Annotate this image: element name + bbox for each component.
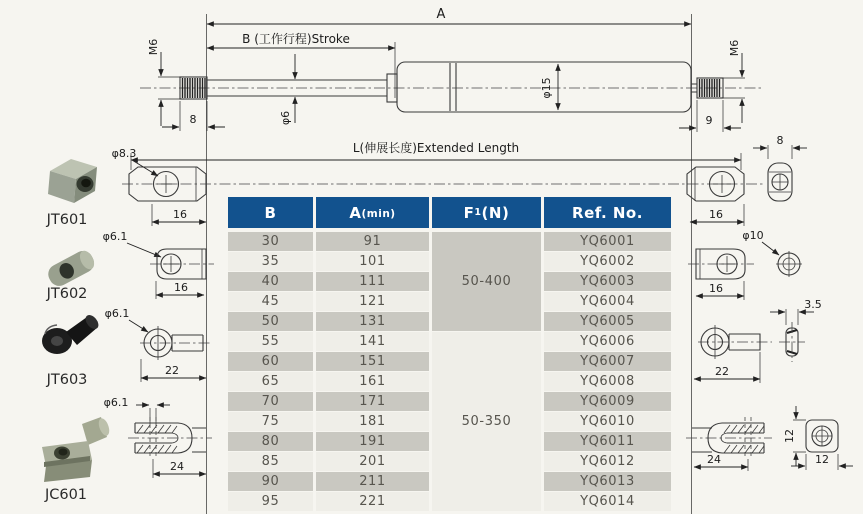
jc601-dia-label: φ6.1 [103,396,129,409]
table-cell: YQ6012 [544,452,671,471]
table-cell: 95 [228,492,313,511]
jc601-left-view [128,417,212,478]
f1-group-cell: 50-350 [432,332,541,511]
table-cell: 65 [228,372,313,391]
jt603-callout [105,307,148,332]
table-cell: 70 [228,392,313,411]
dim-a [207,7,691,24]
table-cell: 191 [316,432,429,451]
column-header-ref-no: Ref. No. [544,197,671,228]
jc601-left-len-label: 24 [170,460,184,473]
jc601-end-h-label: 12 [783,429,796,443]
table-cell: 181 [316,412,429,431]
table-cell: 90 [228,472,313,491]
table-cell: 75 [228,412,313,431]
m6-left-label: M6 [147,38,160,56]
jt603-dia-label: φ6.1 [104,307,130,320]
table-cell: 151 [316,352,429,371]
f1-group-cell: 50-400 [432,232,541,331]
column-header-b: B [228,197,313,228]
eyelet-right-len-label: 16 [709,208,723,221]
dim-thread-left-8 [162,101,225,131]
dim-l-label: L(伸展长度)Extended Length [352,141,520,155]
eyelet-left [129,167,206,201]
table-cell: 91 [316,232,429,251]
table-cell: 101 [316,252,429,271]
jt602-left-len-label: 16 [174,281,188,294]
jc601-end-view [783,406,853,470]
jt601-callout [112,147,158,176]
table-cell: YQ6008 [544,372,671,391]
table-cell: 50 [228,312,313,331]
jt603-right-view [694,325,772,383]
jt602-end-view [742,229,802,277]
table-cell: 141 [316,332,429,351]
table-cell: 30 [228,232,313,251]
table-cell: YQ6004 [544,292,671,311]
table-cell: 40 [228,272,313,291]
column-header-a-min: A (min) [316,197,429,228]
m6-right-label: M6 [728,39,741,57]
rod-dia-label: φ6 [279,110,292,126]
table-cell: YQ6010 [544,412,671,431]
jt603-end-view [770,298,822,362]
table-cell: YQ6007 [544,352,671,371]
fitting-label-jc601: JC601 [44,487,88,503]
jc601-right-len-label: 24 [707,453,721,466]
table-cell: YQ6005 [544,312,671,331]
thread-left-len-label: 8 [189,113,197,126]
fitting-label-jt602: JT602 [46,286,88,302]
table-cell: 45 [228,292,313,311]
jc601-photo [42,417,111,482]
jt603-end-width-label: 3.5 [804,298,822,311]
jt603-left-len-label: 22 [165,364,179,377]
table-cell: 121 [316,292,429,311]
dim-thread-right-9 [679,100,741,132]
eyelet-end-width-label: 8 [776,134,784,147]
dim-tube-dia [540,64,558,110]
table-cell: YQ6006 [544,332,671,351]
dim-rod-dia [279,54,295,125]
table-cell: 211 [316,472,429,491]
dim-eyelet-right-16 [690,204,744,226]
table-cell: YQ6003 [544,272,671,291]
table-cell: 60 [228,352,313,371]
table-cell: 171 [316,392,429,411]
table-cell: 131 [316,312,429,331]
fitting-label-jt603: JT603 [46,372,88,388]
spec-table-header [228,197,672,228]
dim-l [131,140,741,170]
table-cell: YQ6002 [544,252,671,271]
table-cell: YQ6001 [544,232,671,251]
jt602-right-len-label: 16 [709,282,723,295]
table-cell: 80 [228,432,313,451]
jt602-end-dia-label: φ10 [742,229,764,242]
dim-a-label: A [436,7,446,22]
table-cell: 85 [228,452,313,471]
jt601-photo [48,159,97,203]
table-cell: YQ6011 [544,432,671,451]
spec-table-body [228,232,672,511]
table-cell: YQ6009 [544,392,671,411]
dim-m6-left [147,39,184,126]
jc601-end-w-label: 12 [815,453,829,466]
jt603-photo [42,313,101,354]
table-cell: 221 [316,492,429,511]
thread-right-len-label: 9 [705,114,713,127]
table-cell: 55 [228,332,313,351]
dim-b-label: B (工作行程)Stroke [242,32,350,46]
table-cell: YQ6014 [544,492,671,511]
table-cell: 111 [316,272,429,291]
jt602-dia-label: φ6.1 [102,230,128,243]
table-cell: YQ6013 [544,472,671,491]
jt603-left-view [140,326,212,382]
eyelet-end-view [753,134,807,201]
column-header-f1n: F 1 (N) [432,197,541,228]
jt602-photo [45,247,98,289]
gas-spring-side-view [140,7,762,132]
jt602-callout [103,230,161,257]
jt602-right-view [688,249,754,300]
table-cell: 201 [316,452,429,471]
jt601-dia-label: φ8.3 [111,147,137,160]
fitting-label-jt601: JT601 [46,212,88,228]
jc601-right-view [686,417,772,471]
jc601-callout [104,396,170,424]
dim-eyelet-left-16 [152,204,206,226]
spec-table [228,197,672,511]
eyelet-left-len-label: 16 [173,208,187,221]
dim-m6-right [720,40,745,123]
tube-dia-label: φ15 [540,77,553,99]
table-cell: 161 [316,372,429,391]
table-cell: 35 [228,252,313,271]
jt603-right-len-label: 22 [715,365,729,378]
